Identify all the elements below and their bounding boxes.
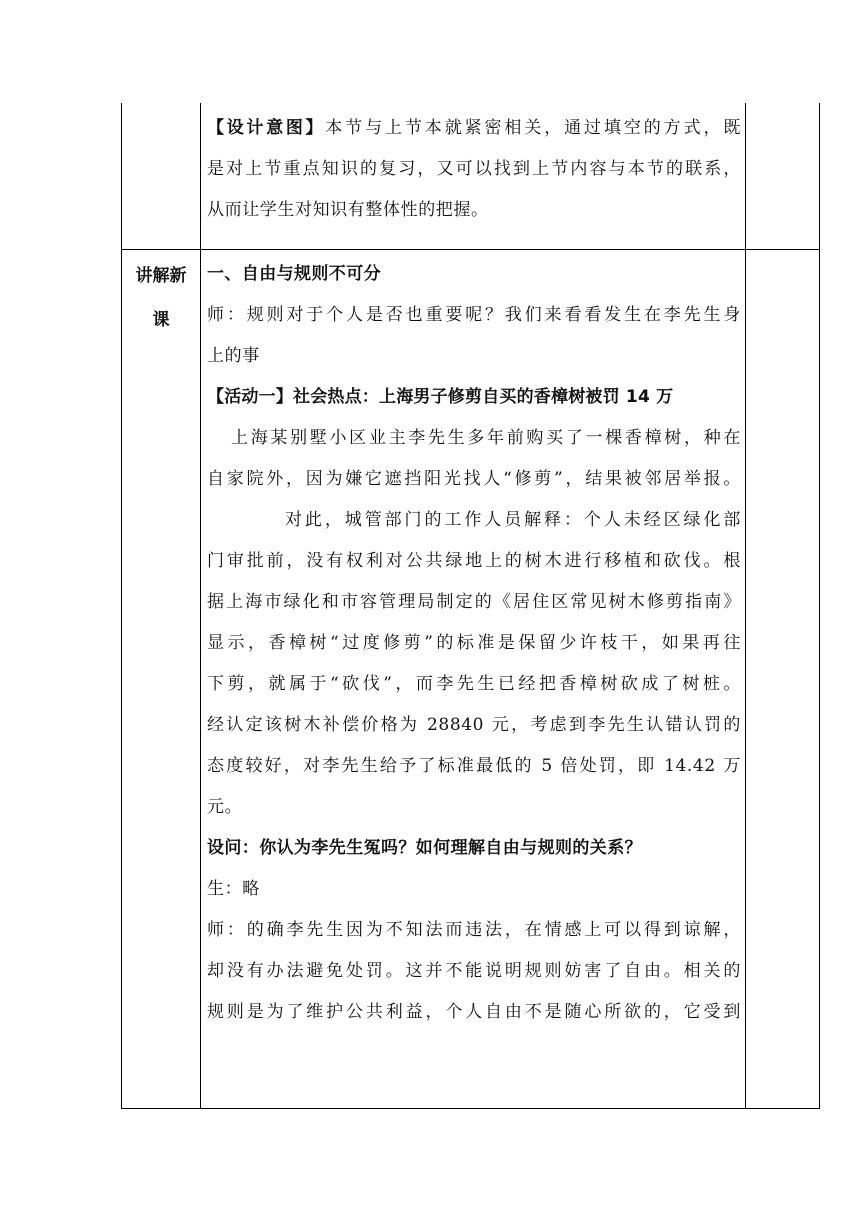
design-intent-line: 从而让学生对知识有整体性的把握。 — [207, 200, 489, 220]
teacher-explanation-line: 师：的确李先生因为不知法而违法，在情感上可以得到谅解， — [207, 920, 741, 940]
story-line: 元。 — [207, 797, 243, 817]
discussion-question: 设问：你认为李先生冤吗？如何理解自由与规则的关系？ — [207, 838, 642, 858]
table-border-right — [819, 103, 820, 1109]
lesson-content-cell — [207, 254, 741, 1033]
row-label-line1: 讲解新 — [135, 266, 187, 286]
story-line: 经认定该树木补偿价格为 28840 元，考虑到李先生认错认罚的 — [207, 715, 741, 735]
design-intent-cell — [207, 108, 741, 231]
story-line: 门审批前，没有权利对公共绿地上的树木进行移植和砍伐。根 — [207, 551, 741, 571]
story-line: 据上海市绿化和市容管理局制定的《居住区常见树木修剪指南》 — [207, 592, 741, 612]
teacher-question-line: 师：规则对于个人是否也重要呢？我们来看看发生在李先生身 — [207, 305, 741, 325]
design-intent-line: 【设计意图】本节与上节本就紧密相关，通过填空的方式，既 — [207, 118, 741, 138]
story-line: 对此，城管部门的工作人员解释：个人未经区绿化部 — [285, 510, 741, 530]
design-intent-label: 【设计意图】 — [207, 118, 326, 138]
activity-title: 【活动一】社会热点：上海男子修剪自买的香樟树被罚 14 万 — [207, 387, 674, 407]
teacher-explanation-line: 规则是为了维护公共利益，个人自由不是随心所欲的，它受到 — [207, 1002, 741, 1022]
story-line: 下剪，就属于“砍伐”，而李先生已经把香樟树砍成了树桩。 — [207, 674, 741, 694]
story-line: 态度较好，对李先生给予了标准最低的 5 倍处罚，即 14.42 万 — [207, 756, 741, 776]
table-border-col1 — [200, 103, 201, 1109]
table-row-divider — [121, 249, 820, 250]
design-intent-line: 是对上节重点知识的复习，又可以找到上节内容与本节的联系， — [207, 159, 741, 179]
story-line: 自家院外，因为嫌它遮挡阳光找人“修剪”，结果被邻居举报。 — [207, 469, 741, 489]
story-line: 上海某别墅小区业主李先生多年前购买了一棵香樟树，种在 — [231, 428, 741, 448]
table-border-bottom — [121, 1108, 820, 1109]
row-label-line2: 课 — [152, 310, 170, 330]
story-line: 显示，香樟树“过度修剪”的标准是保留少许枝干，如果再往 — [207, 633, 741, 653]
section-heading: 一、自由与规则不可分 — [207, 264, 381, 284]
student-response: 生：略 — [207, 879, 260, 899]
table-border-col2 — [745, 103, 746, 1109]
teacher-explanation-line: 却没有办法避免处罚。这并不能说明规则妨害了自由。相关的 — [207, 961, 741, 981]
teacher-question-line: 上的事 — [207, 346, 260, 366]
